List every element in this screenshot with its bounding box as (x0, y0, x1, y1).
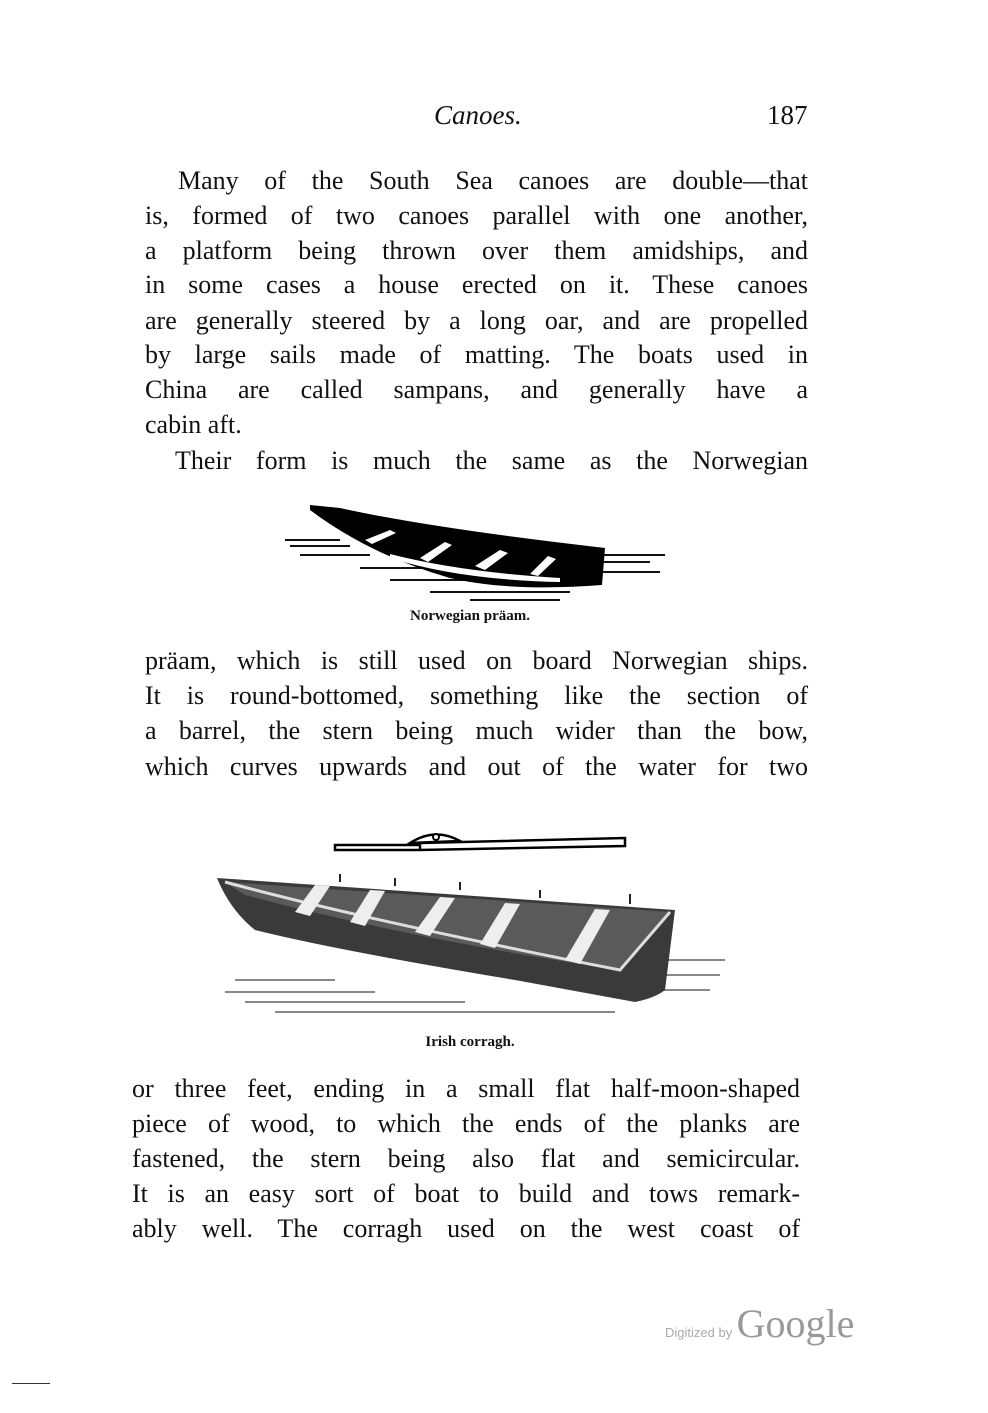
margin-rule (12, 1383, 50, 1384)
norwegian-praam-illustration (280, 500, 670, 610)
text-line: which curves upwards and out of the water for two (145, 752, 808, 781)
text-line: piece of wood, to which the ends of the planks are (132, 1109, 800, 1138)
oar-illustration (330, 825, 630, 855)
running-head-title: Canoes. (434, 100, 522, 130)
figure-caption: Irish corragh. (425, 1034, 515, 1050)
text-line: ably well. The corragh used on the west coast of (132, 1214, 800, 1243)
text-line: fastened, the stern being also flat and semicircular. (132, 1144, 800, 1173)
text-line: by large sails made of matting. The boats used in (145, 340, 808, 369)
text-line: It is round-bottomed, something like the section of (145, 681, 808, 710)
irish-corragh-illustration (215, 870, 730, 1025)
watermark-brand: Google (736, 1301, 855, 1346)
text-line: präam, which is still used on board Norwegian ships. (145, 646, 808, 675)
text-line: a platform being thrown over them amidships, and (145, 236, 808, 265)
text-line: are generally steered by a long oar, and are propelled (145, 306, 808, 335)
digitized-by-google-watermark (665, 1300, 854, 1347)
text-line: Many of the South Sea canoes are double—that (178, 166, 808, 195)
text-line: cabin aft. (145, 410, 242, 439)
text-line: in some cases a house erected on it. These canoes (145, 270, 808, 299)
text-line: or three feet, ending in a small flat half-moon-shaped (132, 1074, 800, 1103)
figure-caption: Norwegian präam. (410, 608, 530, 624)
watermark-prefix: Digitized by (665, 1325, 733, 1340)
text-line: a barrel, the stern being much wider than the bow, (145, 716, 808, 745)
text-line: is, formed of two canoes parallel with one another, (145, 201, 808, 230)
text-line: It is an easy sort of boat to build and tows remark- (132, 1179, 800, 1208)
page-number: 187 (767, 100, 808, 130)
text-line: Their form is much the same as the Norwegian (175, 446, 808, 475)
text-line: China are called sampans, and generally have a (145, 375, 808, 404)
